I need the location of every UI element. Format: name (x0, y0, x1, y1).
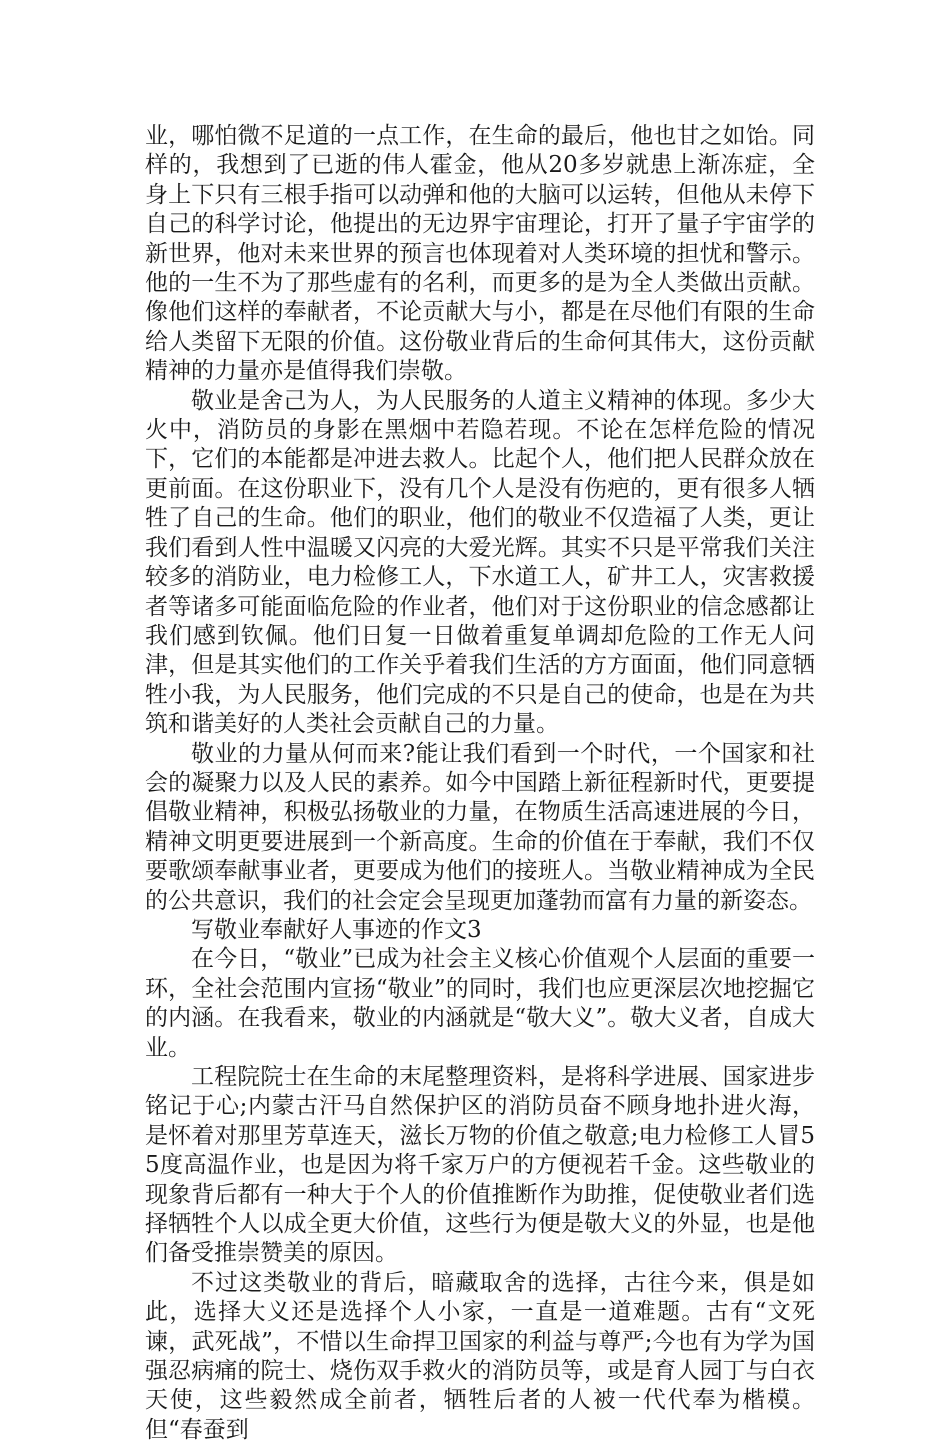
paragraph-dedication-selfless: 敬业是舍己为人，为人民服务的人道主义精神的体现。多少大火中，消防员的身影在黑烟中若隐若现。不论在怎样危险的情况下，它们的本能都是冲进去救人。比起个人，他们把人民群众放在更前面。在这份职业下，没有几个人是没有伤疤的，更有很多人牺牲了自己的生命。他们的职业，他们的敬业不仅造福了人类，更让我们看到人性中温暖又闪亮的大爱光辉。其实不只是平常我们关注较多的消防业，电力检修工人，下水道工人，矿井工人，灾害救援者等诸多可能面临危险的作业者，他们对于这份职业的信念感都让我们感到钦佩。他们日复一日做着重复单调却危险的工作无人问津，但是其实他们的工作关乎着我们生活的方方面面，他们同意牺牲小我，为人民服务，他们完成的不只是自己的使命，也是在为共筑和谐美好的人类社会贡献自己的力量。 (145, 387, 815, 738)
paragraph-examples: 工程院院士在生命的末尾整理资料，是将科学进展、国家进步铭记于心;内蒙古汗马自然保护区的消防员奋不顾身地扑进火海，是怀着对那里芳草连天，滋长万物的价值之敬意;电力检修工人冒55度高温作业，也是因为将千家万户的方便视若千金。这些敬业的现象背后都有一种大于个人的价值推断作为助推，促使敬业者们选择牺牲个人以成全更大价值，这些行为便是敬大义的外显，也是他们备受推崇赞美的原因。 (145, 1064, 815, 1267)
paragraph-core-values: 在今日，“敬业”已成为社会主义核心价值观个人层面的重要一环，全社会范围内宣扬“敬业”的同时，我们也应更深层次地挖掘它的内涵。在我看来，敬业的内涵就是“敬大义”。敬大义者，自成大业。 (145, 946, 815, 1061)
section-heading: 写敬业奉献好人事迹的作文3 (191, 916, 482, 943)
paragraph-continuation: 业，哪怕微不足道的一点工作，在生命的最后，他也甘之如饴。同样的，我想到了已逝的伟人霍金，他从20多岁就患上渐冻症，全身上下只有三根手指可以动弹和他的大脑可以运转，但他从未停下自己的科学讨论，他提出的无边界宇宙理论，打开了量子宇宙学的新世界，他对未来世界的预言也体现着对人类环境的担忧和警示。他的一生不为了那些虚有的名利，而更多的是为全人类做出贡献。像他们这样的奉献者，不论贡献大与小，都是在尽他们有限的生命给人类留下无限的价值。这份敬业背后的生命何其伟大，这份贡献精神的力量亦是值得我们崇敬。 (145, 123, 815, 385)
document-body (145, 122, 815, 1445)
paragraph-power-of-dedication: 敬业的力量从何而来?能让我们看到一个时代，一个国家和社会的凝聚力以及人民的素养。如今中国踏上新征程新时代，更要提倡敬业精神，积极弘扬敬业的力量，在物质生活高速进展的今日，精神文明更要进展到一个新高度。生命的价值在于奉献，我们不仅要歌颂奉献事业者，更要成为他们的接班人。当敬业精神成为全民的公共意识，我们的社会定会呈现更加蓬勃而富有力量的新姿态。 (145, 740, 815, 914)
paragraph-choices: 不过这类敬业的背后，暗藏取舍的选择，古往今来，俱是如此，选择大义还是选择个人小家，一直是一道难题。古有“文死谏，武死战”，不惜以生命捍卫国家的利益与尊严;今也有为学为国强忍病痛的院士、烧伤双手救火的消防员等，或是育人园丁与白衣天使，这些毅然成全前者，牺牲后者的人被一代代奉为楷模。但“春蚕到 (145, 1269, 815, 1443)
